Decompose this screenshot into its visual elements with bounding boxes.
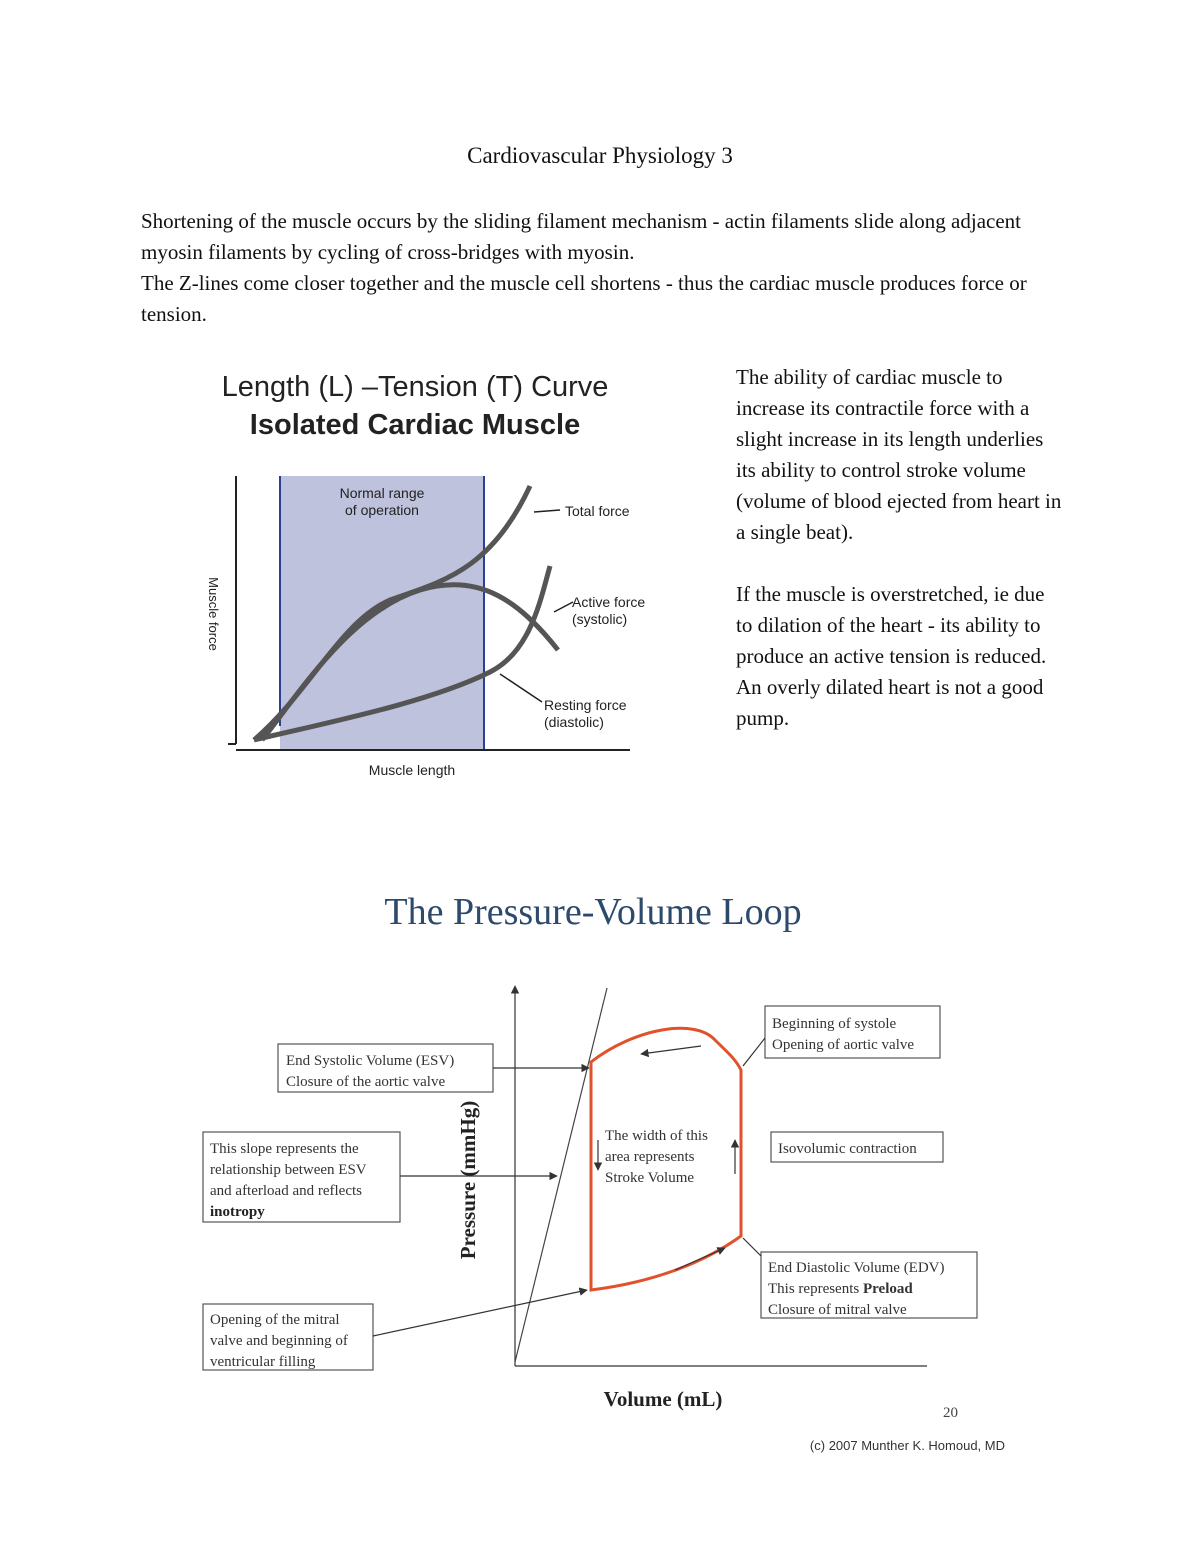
stroke-volume-label-line1: The width of this bbox=[605, 1128, 708, 1144]
pressure-volume-figure bbox=[195, 878, 1025, 1468]
edv-label-line2-bold: Preload bbox=[862, 1281, 913, 1297]
pv-x-axis-label: Volume (mL) bbox=[603, 1387, 723, 1411]
stroke-volume-label-line3: Stroke Volume bbox=[605, 1170, 695, 1186]
normal-range-label-line1: Normal range bbox=[339, 485, 425, 501]
esv-label-line2: Closure of the aortic valve bbox=[286, 1074, 446, 1090]
lt-title-line2: Isolated Cardiac Muscle bbox=[249, 409, 581, 441]
stroke-volume-label-line2: area represents bbox=[605, 1149, 695, 1165]
pv-title: The Pressure-Volume Loop bbox=[384, 891, 802, 933]
slope-label-line4: inotropy bbox=[210, 1204, 265, 1220]
active-force-label-line2: (systolic) bbox=[572, 611, 628, 627]
esp-slope-line bbox=[515, 988, 607, 1362]
edv-leader bbox=[743, 1238, 761, 1256]
lt-y-axis-label: Muscle force bbox=[206, 577, 221, 651]
lt-title-line1: Length (L) –Tension (T) Curve bbox=[221, 371, 609, 403]
systole-label-line2: Opening of aortic valve bbox=[772, 1037, 915, 1053]
side-paragraph-3: An overly dilated heart is not a good pump. bbox=[736, 675, 1044, 730]
slide-number: 20 bbox=[943, 1405, 958, 1421]
slope-label-line1: This slope represents the bbox=[210, 1141, 359, 1157]
edv-label-line3: Closure of mitral valve bbox=[768, 1302, 907, 1318]
total-force-label: Total force bbox=[565, 503, 630, 519]
intro-paragraph-1: Shortening of the muscle occurs by the sliding filament mechanism - actin filaments slide along adjacent myosin filaments by cycling of cross-bridges with myosin. bbox=[141, 209, 1022, 264]
systole-leader bbox=[743, 1038, 765, 1066]
mitral-label-line2: valve and beginning of bbox=[210, 1333, 348, 1349]
slope-label-line3: and afterload and reflects bbox=[210, 1183, 362, 1199]
edv-label-line2 bbox=[768, 1281, 913, 1297]
side-paragraph-2: If the muscle is overstretched, ie due to dilation of the heart - its ability to produce an active tension is reduced. bbox=[736, 582, 1047, 668]
length-tension-figure bbox=[190, 362, 680, 782]
normal-range-label-line2: of operation bbox=[345, 502, 419, 518]
mitral-label-line3: ventricular filling bbox=[210, 1354, 316, 1370]
active-force-label-line1: Active force bbox=[572, 594, 646, 610]
filling-arrow bbox=[675, 1248, 725, 1270]
intro-text bbox=[141, 206, 1071, 330]
esv-label-line1: End Systolic Volume (ESV) bbox=[286, 1053, 455, 1069]
edv-label-line1: End Diastolic Volume (EDV) bbox=[768, 1260, 945, 1276]
mitral-arrow bbox=[373, 1290, 587, 1336]
lt-x-axis-label: Muscle length bbox=[368, 762, 456, 778]
active-force-leader bbox=[554, 602, 573, 612]
ejection-arrow bbox=[641, 1046, 701, 1054]
side-spacer bbox=[736, 548, 1066, 579]
side-explanation bbox=[736, 362, 1066, 734]
isovolumic-label: Isovolumic contraction bbox=[778, 1141, 917, 1157]
pressure-volume-diagram bbox=[195, 878, 1025, 1468]
mitral-label-line1: Opening of the mitral bbox=[210, 1312, 340, 1328]
resting-force-label-line1: Resting force bbox=[544, 697, 627, 713]
total-force-leader bbox=[534, 510, 560, 512]
pv-y-axis-label: Pressure (mmHg) bbox=[456, 1100, 480, 1260]
resting-force-label-line2: (diastolic) bbox=[544, 714, 604, 730]
copyright-text: (c) 2007 Munther K. Homoud, MD bbox=[809, 1438, 1005, 1453]
edv-label-line2-prefix: This represents bbox=[768, 1281, 863, 1297]
side-paragraph-1: The ability of cardiac muscle to increase its contractile force with a slight increase in its length underlies its ability to control stroke volume (volume of blood ejected from heart in a single beat). bbox=[736, 365, 1062, 544]
resting-force-leader bbox=[500, 674, 542, 702]
systole-label-line1: Beginning of systole bbox=[772, 1016, 897, 1032]
intro-paragraph-2: The Z-lines come closer together and the muscle cell shortens - thus the cardiac muscle produces force or tension. bbox=[141, 271, 1027, 326]
slope-label-line2: relationship between ESV bbox=[210, 1162, 367, 1178]
length-tension-diagram bbox=[190, 362, 680, 782]
page-title: Cardiovascular Physiology 3 bbox=[467, 143, 733, 168]
